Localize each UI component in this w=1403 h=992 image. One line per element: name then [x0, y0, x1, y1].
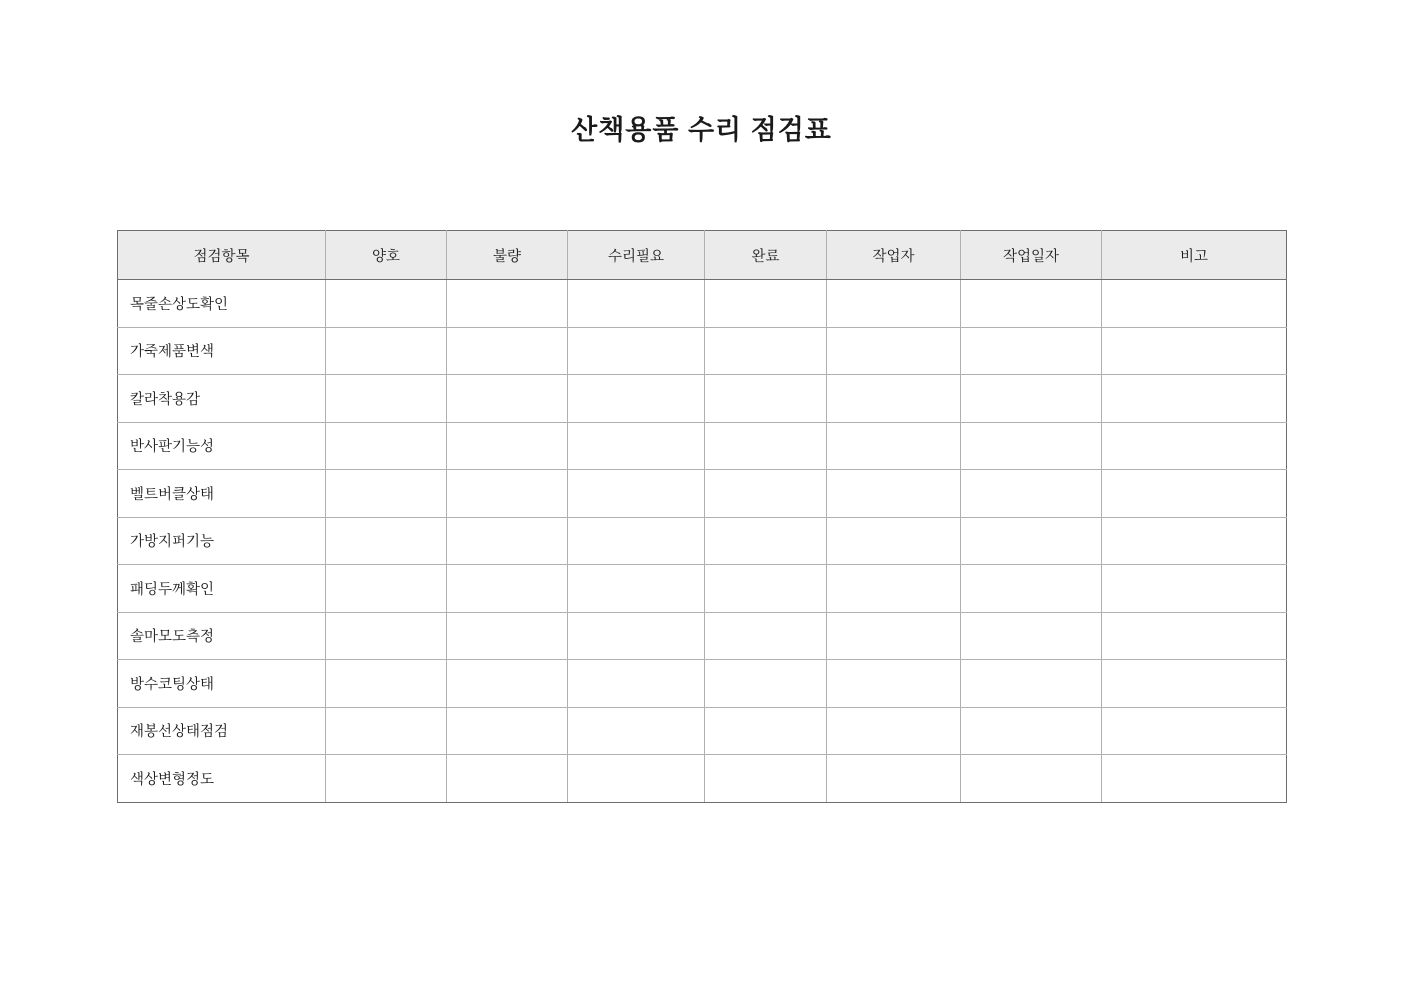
cell-remarks[interactable] [1102, 470, 1287, 518]
table-row [118, 612, 1287, 660]
row-label: 패딩두께확인 [118, 565, 326, 613]
cell-repair-needed[interactable] [568, 755, 705, 803]
cell-remarks[interactable] [1102, 327, 1287, 375]
cell-work-date[interactable] [961, 565, 1102, 613]
table-row [118, 517, 1287, 565]
table-header-row [118, 231, 1287, 280]
cell-repair-needed[interactable] [568, 517, 705, 565]
cell-complete[interactable] [705, 280, 827, 328]
row-label: 벨트버클상태 [118, 470, 326, 518]
table-body [118, 280, 1287, 803]
cell-good[interactable] [326, 470, 447, 518]
cell-good[interactable] [326, 327, 447, 375]
cell-repair-needed[interactable] [568, 707, 705, 755]
cell-worker[interactable] [827, 517, 961, 565]
cell-repair-needed[interactable] [568, 565, 705, 613]
cell-remarks[interactable] [1102, 755, 1287, 803]
cell-complete[interactable] [705, 422, 827, 470]
column-header-worker: 작업자 [827, 231, 961, 280]
cell-remarks[interactable] [1102, 517, 1287, 565]
cell-repair-needed[interactable] [568, 612, 705, 660]
column-header-defective: 불량 [447, 231, 568, 280]
cell-repair-needed[interactable] [568, 327, 705, 375]
cell-good[interactable] [326, 755, 447, 803]
cell-remarks[interactable] [1102, 375, 1287, 423]
table-row [118, 280, 1287, 328]
cell-work-date[interactable] [961, 707, 1102, 755]
cell-repair-needed[interactable] [568, 280, 705, 328]
cell-complete[interactable] [705, 755, 827, 803]
cell-repair-needed[interactable] [568, 422, 705, 470]
cell-remarks[interactable] [1102, 660, 1287, 708]
cell-repair-needed[interactable] [568, 375, 705, 423]
cell-defective[interactable] [447, 755, 568, 803]
cell-work-date[interactable] [961, 755, 1102, 803]
cell-complete[interactable] [705, 660, 827, 708]
row-label: 반사판기능성 [118, 422, 326, 470]
cell-worker[interactable] [827, 470, 961, 518]
cell-repair-needed[interactable] [568, 470, 705, 518]
cell-defective[interactable] [447, 375, 568, 423]
cell-worker[interactable] [827, 707, 961, 755]
cell-complete[interactable] [705, 327, 827, 375]
cell-work-date[interactable] [961, 660, 1102, 708]
cell-work-date[interactable] [961, 517, 1102, 565]
cell-remarks[interactable] [1102, 565, 1287, 613]
row-label: 목줄손상도확인 [118, 280, 326, 328]
cell-work-date[interactable] [961, 612, 1102, 660]
row-label: 솔마모도측정 [118, 612, 326, 660]
cell-good[interactable] [326, 660, 447, 708]
cell-defective[interactable] [447, 327, 568, 375]
table-row [118, 375, 1287, 423]
row-label: 방수코팅상태 [118, 660, 326, 708]
cell-remarks[interactable] [1102, 707, 1287, 755]
cell-defective[interactable] [447, 612, 568, 660]
cell-good[interactable] [326, 280, 447, 328]
cell-defective[interactable] [447, 565, 568, 613]
column-header-item: 점검항목 [118, 231, 326, 280]
cell-repair-needed[interactable] [568, 660, 705, 708]
cell-good[interactable] [326, 517, 447, 565]
cell-worker[interactable] [827, 612, 961, 660]
table-row [118, 470, 1287, 518]
checklist-table-container [117, 230, 1286, 803]
cell-complete[interactable] [705, 707, 827, 755]
cell-complete[interactable] [705, 375, 827, 423]
row-label: 가죽제품변색 [118, 327, 326, 375]
cell-complete[interactable] [705, 565, 827, 613]
cell-defective[interactable] [447, 470, 568, 518]
cell-remarks[interactable] [1102, 422, 1287, 470]
cell-remarks[interactable] [1102, 280, 1287, 328]
cell-defective[interactable] [447, 660, 568, 708]
cell-complete[interactable] [705, 470, 827, 518]
cell-work-date[interactable] [961, 375, 1102, 423]
column-header-complete: 완료 [705, 231, 827, 280]
cell-defective[interactable] [447, 517, 568, 565]
table-row [118, 755, 1287, 803]
cell-defective[interactable] [447, 422, 568, 470]
row-label: 가방지퍼기능 [118, 517, 326, 565]
row-label: 색상변형정도 [118, 755, 326, 803]
table-row [118, 422, 1287, 470]
cell-worker[interactable] [827, 565, 961, 613]
cell-work-date[interactable] [961, 280, 1102, 328]
cell-good[interactable] [326, 612, 447, 660]
row-label: 재봉선상태점검 [118, 707, 326, 755]
cell-work-date[interactable] [961, 470, 1102, 518]
cell-worker[interactable] [827, 755, 961, 803]
cell-worker[interactable] [827, 375, 961, 423]
checklist-table [117, 230, 1287, 803]
table-row [118, 660, 1287, 708]
table-header [118, 231, 1287, 280]
cell-complete[interactable] [705, 612, 827, 660]
cell-worker[interactable] [827, 422, 961, 470]
cell-work-date[interactable] [961, 327, 1102, 375]
cell-good[interactable] [326, 422, 447, 470]
cell-worker[interactable] [827, 327, 961, 375]
cell-defective[interactable] [447, 707, 568, 755]
cell-remarks[interactable] [1102, 612, 1287, 660]
cell-work-date[interactable] [961, 422, 1102, 470]
cell-worker[interactable] [827, 280, 961, 328]
cell-defective[interactable] [447, 280, 568, 328]
cell-worker[interactable] [827, 660, 961, 708]
cell-good[interactable] [326, 375, 447, 423]
cell-complete[interactable] [705, 517, 827, 565]
column-header-remarks: 비고 [1102, 231, 1287, 280]
table-row [118, 327, 1287, 375]
row-label: 칼라착용감 [118, 375, 326, 423]
table-row [118, 707, 1287, 755]
column-header-repair-needed: 수리필요 [568, 231, 705, 280]
table-row [118, 565, 1287, 613]
cell-good[interactable] [326, 565, 447, 613]
page-title: 산책용품 수리 점검표 [571, 115, 832, 145]
column-header-good: 양호 [326, 231, 447, 280]
cell-good[interactable] [326, 707, 447, 755]
column-header-work-date: 작업일자 [961, 231, 1102, 280]
